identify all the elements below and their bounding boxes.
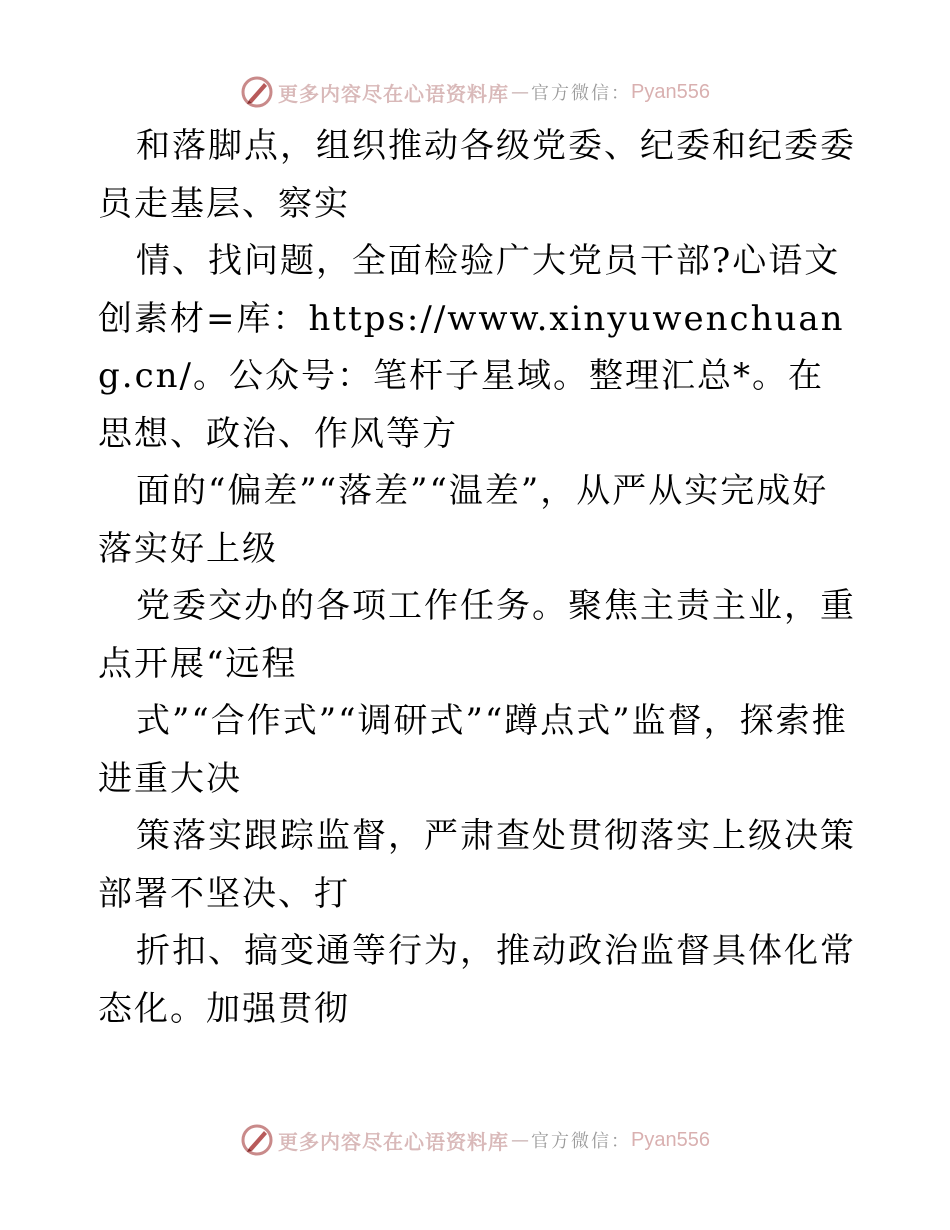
paragraph: 和落脚点，组织推动各级党委、纪委和纪委委员走基层、察实 bbox=[98, 126, 856, 224]
watermark-wechat-id: Pyan556 bbox=[631, 1128, 710, 1151]
watermark-wechat-label: 官方微信： bbox=[531, 83, 632, 104]
watermark-main-text: 更多内容尽在心语资料库 bbox=[278, 1129, 510, 1154]
footer-watermark bbox=[0, 1120, 950, 1160]
watermark-main-text: 更多内容尽在心语资料库 bbox=[278, 81, 510, 106]
paragraph: 折扣、搞变通等行为，推动政治监督具体化常态化。加强贯彻 bbox=[98, 931, 856, 1029]
paragraph: 面的“偏差”“落差”“温差”，从严从实完成好落实好上级 bbox=[98, 471, 829, 569]
paragraph: 情、找问题，全面检验广大党员干部?心语文创素材=库：https://www.xinyuwenchuang.cn/。公众号：笔杆子星域。整理汇总*。在思想、政治、作风等方 bbox=[98, 241, 845, 454]
pen-nib-logo-icon bbox=[240, 1123, 274, 1157]
watermark-wechat-id: Pyan556 bbox=[631, 80, 710, 103]
paragraph: 式”“合作式”“调研式”“蹲点式”监督，探索推进重大决 bbox=[98, 701, 848, 799]
document-body bbox=[98, 118, 858, 1038]
watermark-separator: — bbox=[511, 1129, 530, 1151]
pen-nib-logo-icon bbox=[240, 75, 274, 109]
header-watermark bbox=[0, 72, 950, 112]
paragraph: 党委交办的各项工作任务。聚焦主责主业，重点开展“远程 bbox=[98, 586, 856, 684]
paragraph: 策落实跟踪监督，严肃查处贯彻落实上级决策部署不坚决、打 bbox=[98, 816, 856, 914]
watermark-wechat-label: 官方微信： bbox=[531, 1131, 632, 1152]
watermark-separator: — bbox=[511, 81, 530, 103]
